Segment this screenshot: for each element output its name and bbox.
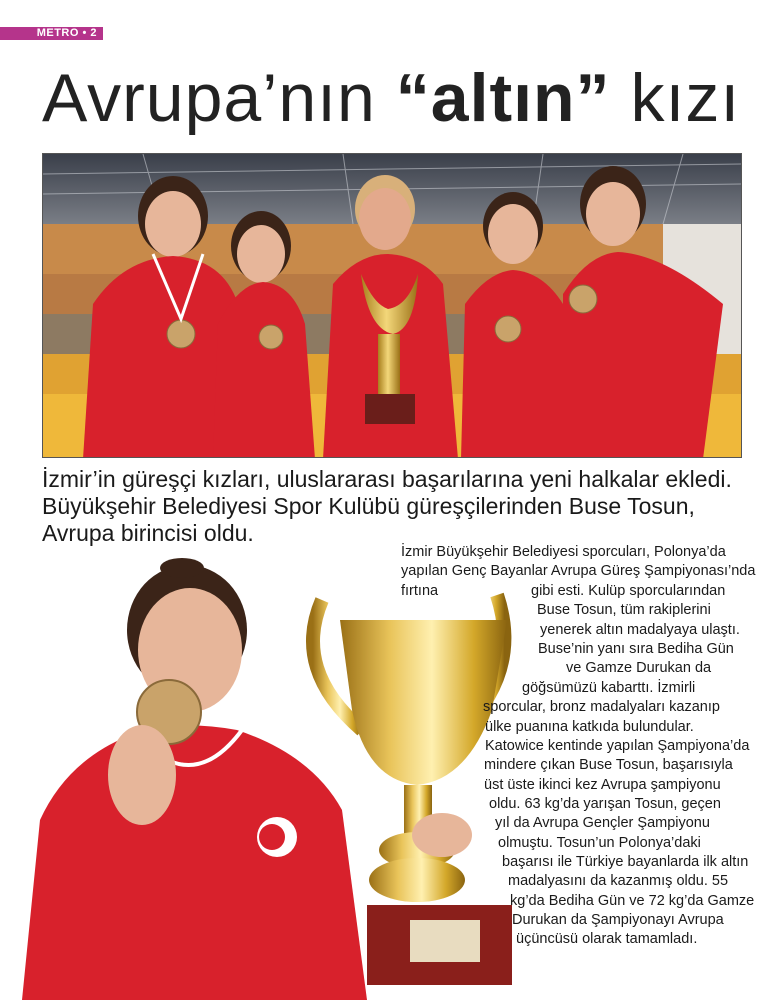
body-line: Durukan da Şampiyonayı Avrupa	[512, 912, 724, 928]
body-line: yapılan Genç Bayanlar Avrupa Güreş Şampiyonası’nda	[401, 563, 756, 579]
body-line: üst üste ikinci kez Avrupa şampiyonu	[484, 777, 721, 793]
body-line: fırtına	[401, 583, 439, 599]
body-line: madalyasını da kazanmış oldu. 55	[508, 873, 729, 889]
body-line: oldu. 63 kg’da yarışan Tosun, geçen	[489, 796, 721, 812]
body-line: yenerek altın madalyaya ulaştı.	[540, 622, 740, 638]
body-line: kg’da Bediha Gün ve 72 kg’da Gamze	[510, 893, 755, 909]
body-line: mindere çıkan Buse Tosun, başarısıyla	[484, 757, 733, 773]
section-tag: METRO • 2	[0, 27, 103, 40]
buse-tosun-photo	[22, 550, 522, 1000]
body-line: gibi esti. Kulüp sporcularından	[531, 583, 726, 599]
body-line: sporcular, bronz madalyaları kazanıp	[483, 699, 720, 715]
body-line: ülke puanına katkıda bulundular.	[485, 719, 694, 735]
headline-pre: Avrupa’nın	[42, 60, 396, 136]
lead-paragraph: İzmir’in güreşçi kızları, uluslararası başarılarına yeni halkalar ekledi. Büyükşehir Belediyesi Spor Kulübü güreşçilerinden Buse Tosun, Avrupa birincisi oldu.	[42, 466, 732, 546]
body-line: Katowice kentinde yapılan Şampiyona’da	[485, 738, 750, 754]
body-line: olmuştu. Tosun’un Polonya’daki	[498, 835, 701, 851]
body-line: yıl da Avrupa Gençler Şampiyonu	[495, 815, 710, 831]
headline-post: kızı	[610, 60, 741, 136]
body-line: İzmir Büyükşehir Belediyesi sporcuları, Polonya’da	[401, 544, 726, 560]
body-line: başarısı ile Türkiye bayanlarda ilk altın	[502, 854, 749, 870]
team-photo	[42, 153, 742, 458]
body-line: ve Gamze Durukan da	[566, 660, 712, 676]
headline-highlight: “altın”	[395, 60, 611, 136]
headline	[42, 58, 752, 138]
body-line: üçüncüsü olarak tamamladı.	[516, 931, 698, 947]
body-line: göğsümüzü kabarttı. İzmirli	[522, 680, 696, 696]
body-line: Buse Tosun, tüm rakiplerini	[537, 602, 711, 618]
body-line: Buse’nin yanı sıra Bediha Gün	[538, 641, 734, 657]
